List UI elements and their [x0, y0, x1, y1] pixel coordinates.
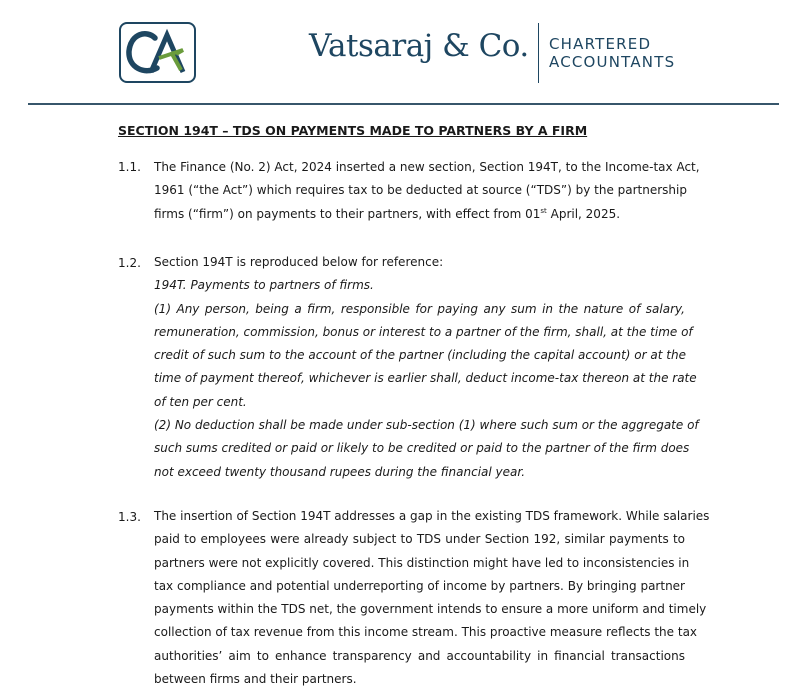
tagline-chartered: CHARTERED [549, 35, 652, 53]
header-divider [538, 23, 539, 83]
text-line [154, 203, 685, 226]
text-line: paid to employees were already subject to TDS under Section 192, similar payments to [154, 532, 685, 547]
text-line: The insertion of Section 194T addresses a gap in the existing TDS framework. While salaries [154, 509, 710, 523]
superscript: st [540, 206, 547, 215]
text-line: Section 194T is reproduced below for reference: [154, 255, 444, 269]
quote-line: (1) Any person, being a firm, responsible for paying any sum in the nature of salary, [154, 301, 685, 316]
quote-line: remuneration, commission, bonus or interest to a partner of the firm, shall, at the time of [154, 324, 693, 339]
text-line: between firms and their partners. [154, 672, 357, 687]
text-line: partners were not explicitly covered. This distinction might have led to inconsistencies in [154, 555, 690, 570]
text-line: authorities’ aim to enhance transparency and accountability in financial transactions [154, 648, 685, 663]
quote-line: time of payment thereof, whichever is earlier shall, deduct income-tax thereon at the rate [154, 371, 697, 386]
quote-line: 194T. Payments to partners of firms. [154, 278, 374, 293]
text-line: payments within the TDS net, the government intends to ensure a more uniform and timely [154, 602, 707, 617]
paragraph-number: 1.2. [118, 256, 141, 270]
quote-line: of ten per cent. [154, 394, 247, 409]
quote-line: credit of such sum to the account of the partner (including the capital account) or at the [154, 348, 686, 363]
text-line: The Finance (No. 2) Act, 2024 inserted a new section, Section 194T, to the Income-tax Act, [154, 160, 700, 174]
text-fragment: April, 2025. [546, 206, 621, 221]
tagline-accountants: ACCOUNTANTS [549, 53, 676, 71]
header-rule [28, 103, 779, 105]
firm-name: Vatsaraj & Co. [309, 28, 529, 64]
quote-line: not exceed twenty thousand rupees during the financial year. [154, 464, 526, 479]
section-heading: SECTION 194T – TDS ON PAYMENTS MADE TO PARTNERS BY A FIRM [118, 123, 588, 138]
text-line: collection of tax revenue from this income stream. This proactive measure reflects the tax [154, 625, 698, 640]
paragraph-number: 1.1. [118, 160, 141, 174]
quote-line: (2) No deduction shall be made under sub-section (1) where such sum or the aggregate of [154, 418, 699, 433]
text-line: tax compliance and potential underreporting of income by partners. By bringing partner [154, 578, 685, 593]
text-line: 1961 (“the Act”) which requires tax to be deducted at source (“TDS”) by the partnership [154, 183, 687, 198]
paragraph-number: 1.3. [118, 510, 141, 524]
paragraph-1-1 [154, 156, 700, 226]
paragraph-1-2 [154, 251, 699, 484]
quote-line: such sums credited or paid or likely to be credited or paid to the partner of the firm does [154, 441, 690, 456]
paragraph-1-3 [154, 505, 710, 691]
ca-logo-icon [121, 24, 194, 81]
text-fragment: firms (“firm”) on payments to their partners, with effect from 01 [154, 206, 541, 221]
ca-logo [119, 22, 196, 83]
